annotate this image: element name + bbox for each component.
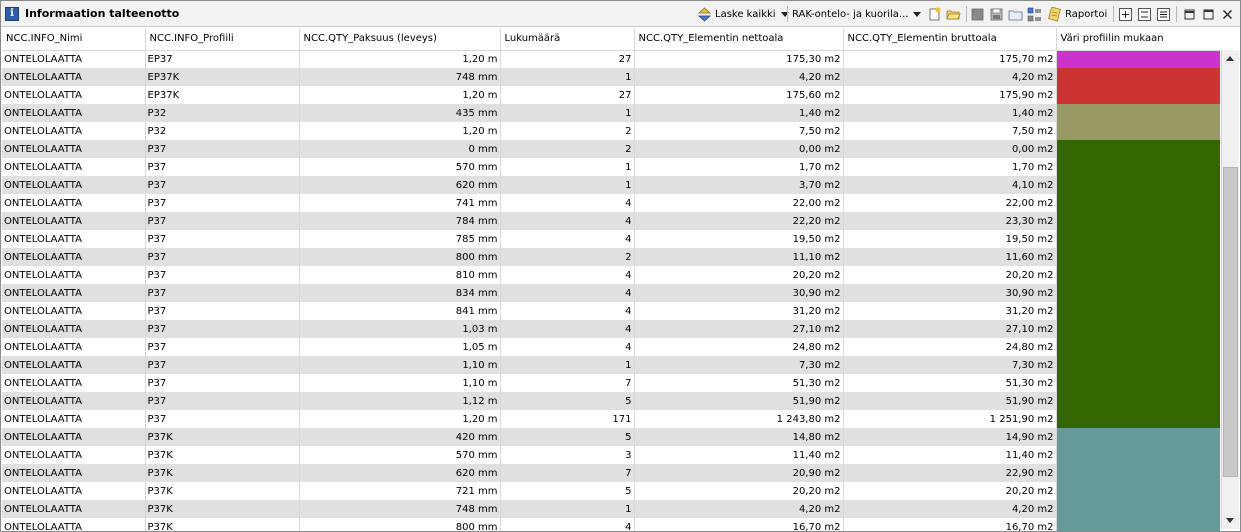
cell-count: 4 [500,338,634,356]
results-table [2,28,1220,531]
restore-window-icon [1182,7,1197,22]
cell-profile: P37 [145,212,299,230]
cell-profile-color [1056,482,1220,500]
cell-gross-area: 14,90 m2 [843,428,1056,446]
scroll-up-button[interactable] [1222,50,1239,67]
cell-gross-area: 7,50 m2 [843,122,1056,140]
cell-count: 7 [500,374,634,392]
cell-name: ONTELOLAATTA [2,266,145,284]
cell-count: 1 [500,176,634,194]
cell-count: 5 [500,428,634,446]
cell-thickness: 748 mm [299,68,500,86]
cell-thickness: 1,03 m [299,320,500,338]
cell-net-area: 27,10 m2 [634,320,843,338]
cell-name: ONTELOLAATTA [2,248,145,266]
cell-name: ONTELOLAATTA [2,374,145,392]
cell-thickness: 810 mm [299,266,500,284]
table-row[interactable] [2,410,1220,428]
cell-thickness: 800 mm [299,248,500,266]
cell-name: ONTELOLAATTA [2,302,145,320]
cell-thickness: 834 mm [299,284,500,302]
close-button[interactable] [1220,5,1235,23]
cell-count: 4 [500,284,634,302]
cell-name: ONTELOLAATTA [2,50,145,68]
cell-name: ONTELOLAATTA [2,212,145,230]
cell-count: 4 [500,194,634,212]
cell-profile-color [1056,446,1220,464]
cell-name: ONTELOLAATTA [2,338,145,356]
cell-thickness: 800 mm [299,518,500,531]
cell-profile: EP37K [145,86,299,104]
cell-count: 171 [500,410,634,428]
cell-profile-color [1056,428,1220,446]
save-icon [989,7,1004,22]
cell-count: 5 [500,482,634,500]
cell-profile-color [1056,320,1220,338]
cell-net-area: 20,20 m2 [634,266,843,284]
table-body [2,50,1220,531]
table-row[interactable] [2,518,1220,531]
cell-net-area: 7,30 m2 [634,356,843,374]
cell-gross-area: 4,20 m2 [843,500,1056,518]
cell-count: 4 [500,266,634,284]
cell-thickness: 741 mm [299,194,500,212]
cell-count: 1 [500,68,634,86]
report-icon [1047,7,1062,22]
cell-net-area: 22,20 m2 [634,212,843,230]
cell-net-area: 4,20 m2 [634,68,843,86]
template-select-value: RAK-ontelo- ja kuorila... [792,8,909,20]
cell-thickness: 1,20 m [299,122,500,140]
cell-net-area: 3,70 m2 [634,176,843,194]
window-title: Informaation talteenotto [25,7,180,20]
cell-profile-color [1056,500,1220,518]
cell-thickness: 1,12 m [299,392,500,410]
cell-name: ONTELOLAATTA [2,500,145,518]
cell-count: 1 [500,356,634,374]
column-header-net-area[interactable]: NCC.QTY_Elementin nettoala [634,28,843,50]
columns-button[interactable] [1156,5,1171,23]
scroll-down-button[interactable] [1222,512,1239,529]
cell-gross-area: 30,90 m2 [843,284,1056,302]
cell-name: ONTELOLAATTA [2,410,145,428]
cell-net-area: 51,90 m2 [634,392,843,410]
cell-count: 2 [500,122,634,140]
cell-count: 4 [500,320,634,338]
cell-thickness: 570 mm [299,446,500,464]
cell-name: ONTELOLAATTA [2,230,145,248]
cell-thickness: 1,20 m [299,50,500,68]
cell-net-area: 19,50 m2 [634,230,843,248]
cell-gross-area: 51,90 m2 [843,392,1056,410]
cell-gross-area: 4,10 m2 [843,176,1056,194]
cell-name: ONTELOLAATTA [2,86,145,104]
cell-profile-color [1056,356,1220,374]
cell-net-area: 175,30 m2 [634,50,843,68]
cell-profile-color [1056,86,1220,104]
cell-profile: P37 [145,392,299,410]
gray-square-icon [970,7,985,22]
vertical-scrollbar[interactable] [1221,50,1239,529]
cell-count: 4 [500,230,634,248]
cell-profile-color [1056,518,1220,531]
cell-profile: P37 [145,302,299,320]
cell-profile-color [1056,374,1220,392]
table-row[interactable] [2,428,1220,446]
cell-gross-area: 0,00 m2 [843,140,1056,158]
cell-gross-area: 22,90 m2 [843,464,1056,482]
save-button[interactable] [989,5,1004,23]
cell-thickness: 570 mm [299,158,500,176]
column-header-name[interactable]: NCC.INFO_Nimi [2,28,145,50]
cell-profile: P37 [145,158,299,176]
open-template-button[interactable] [946,5,961,23]
cell-profile: P37 [145,410,299,428]
cell-gross-area: 175,70 m2 [843,50,1056,68]
table-row[interactable] [2,212,1220,230]
arrow-down-icon [1226,518,1234,523]
new-file-icon [927,7,942,22]
table-row[interactable] [2,266,1220,284]
cell-thickness: 0 mm [299,140,500,158]
cell-profile: P37 [145,320,299,338]
cell-net-area: 7,50 m2 [634,122,843,140]
cell-profile: P37 [145,176,299,194]
scrollbar-thumb[interactable] [1223,167,1238,477]
cell-net-area: 1 243,80 m2 [634,410,843,428]
restore-button[interactable] [1182,5,1197,23]
cell-gross-area: 23,30 m2 [843,212,1056,230]
cell-profile: P37 [145,356,299,374]
cell-gross-area: 27,10 m2 [843,320,1056,338]
cell-profile: P32 [145,122,299,140]
table-row[interactable] [2,446,1220,464]
cell-count: 27 [500,50,634,68]
data-grid[interactable] [2,28,1220,531]
cell-profile-color [1056,176,1220,194]
cell-net-area: 20,90 m2 [634,464,843,482]
table-row[interactable] [2,248,1220,266]
cell-profile-color [1056,68,1220,86]
table-header-row [2,28,1220,50]
cell-gross-area: 11,60 m2 [843,248,1056,266]
cell-net-area: 1,70 m2 [634,158,843,176]
cell-name: ONTELOLAATTA [2,464,145,482]
cell-profile: P37 [145,284,299,302]
cell-profile: P37K [145,518,299,531]
cell-profile: P37 [145,266,299,284]
cell-thickness: 620 mm [299,464,500,482]
cell-thickness: 1,05 m [299,338,500,356]
table-row[interactable] [2,50,1220,68]
cell-gross-area: 1,70 m2 [843,158,1056,176]
cell-net-area: 31,20 m2 [634,302,843,320]
columns-icon [1156,7,1171,22]
cell-thickness: 784 mm [299,212,500,230]
arrow-up-icon [1226,56,1234,61]
cell-name: ONTELOLAATTA [2,122,145,140]
stop-button[interactable] [970,5,985,23]
cell-profile-color [1056,212,1220,230]
cell-net-area: 30,90 m2 [634,284,843,302]
cell-profile-color [1056,248,1220,266]
table-row[interactable] [2,500,1220,518]
expand-icon [1118,7,1133,22]
cell-name: ONTELOLAATTA [2,194,145,212]
cell-count: 4 [500,212,634,230]
cell-name: ONTELOLAATTA [2,158,145,176]
cell-net-area: 4,20 m2 [634,500,843,518]
calc-all-label: Laske kaikki [715,8,776,20]
cell-profile: P37K [145,500,299,518]
cell-profile: EP37K [145,68,299,86]
cell-net-area: 11,10 m2 [634,248,843,266]
table-row[interactable] [2,104,1220,122]
table-row[interactable] [2,302,1220,320]
cell-count: 1 [500,158,634,176]
cell-net-area: 20,20 m2 [634,482,843,500]
cell-count: 4 [500,518,634,531]
cell-gross-area: 175,90 m2 [843,86,1056,104]
cell-profile-color [1056,284,1220,302]
cell-net-area: 51,30 m2 [634,374,843,392]
cell-profile-color [1056,104,1220,122]
column-header-thickness[interactable]: NCC.QTY_Paksuus (leveys) [299,28,500,50]
cell-count: 2 [500,140,634,158]
collapse-all-button[interactable] [1137,5,1152,23]
cell-gross-area: 11,40 m2 [843,446,1056,464]
cell-thickness: 620 mm [299,176,500,194]
cell-thickness: 721 mm [299,482,500,500]
cell-name: ONTELOLAATTA [2,140,145,158]
table-row[interactable] [2,374,1220,392]
open-folder-icon [946,7,961,22]
cell-thickness: 435 mm [299,104,500,122]
cell-net-area: 11,40 m2 [634,446,843,464]
cell-profile-color [1056,266,1220,284]
cell-net-area: 22,00 m2 [634,194,843,212]
close-icon [1220,7,1235,22]
maximize-button[interactable] [1201,5,1216,23]
cell-profile: P37 [145,374,299,392]
cell-profile-color [1056,410,1220,428]
cell-profile: P37 [145,230,299,248]
table-row[interactable] [2,356,1220,374]
settings-list-button[interactable] [1027,5,1042,23]
table-row[interactable] [2,176,1220,194]
template-select[interactable] [792,5,921,23]
column-header-profile-color[interactable]: Väri profiilin mukaan [1056,28,1220,50]
folder-icon [1008,7,1023,22]
table-row[interactable] [2,194,1220,212]
cell-profile-color [1056,140,1220,158]
cell-count: 7 [500,464,634,482]
table-row[interactable] [2,86,1220,104]
cell-profile: EP37 [145,50,299,68]
cell-gross-area: 19,50 m2 [843,230,1056,248]
cell-profile-color [1056,464,1220,482]
cell-profile: P37 [145,194,299,212]
cell-name: ONTELOLAATTA [2,68,145,86]
cell-count: 27 [500,86,634,104]
cell-name: ONTELOLAATTA [2,518,145,531]
cell-net-area: 24,80 m2 [634,338,843,356]
cell-gross-area: 1,40 m2 [843,104,1056,122]
cell-name: ONTELOLAATTA [2,284,145,302]
cell-profile-color [1056,194,1220,212]
cell-name: ONTELOLAATTA [2,482,145,500]
cell-name: ONTELOLAATTA [2,176,145,194]
cell-profile: P37 [145,338,299,356]
column-header-profile[interactable]: NCC.INFO_Profiili [145,28,299,50]
table-row[interactable] [2,482,1220,500]
table-row[interactable] [2,320,1220,338]
cell-profile-color [1056,392,1220,410]
cell-gross-area: 51,30 m2 [843,374,1056,392]
cell-profile-color [1056,158,1220,176]
cell-thickness: 1,20 m [299,86,500,104]
table-row[interactable] [2,464,1220,482]
cell-count: 1 [500,104,634,122]
table-row[interactable] [2,158,1220,176]
cell-thickness: 785 mm [299,230,500,248]
table-row[interactable] [2,68,1220,86]
cell-profile: P37K [145,446,299,464]
info-icon: i [5,7,19,21]
maximize-icon [1201,7,1216,22]
cell-profile: P32 [145,104,299,122]
table-row[interactable] [2,338,1220,356]
table-row[interactable] [2,230,1220,248]
cell-profile-color [1056,302,1220,320]
chevron-down-icon [913,12,921,17]
folder-button[interactable] [1008,5,1023,23]
cell-gross-area: 16,70 m2 [843,518,1056,531]
cell-name: ONTELOLAATTA [2,320,145,338]
cell-count: 2 [500,248,634,266]
cell-thickness: 748 mm [299,500,500,518]
cell-profile: P37K [145,464,299,482]
calc-all-button[interactable] [697,5,789,23]
cell-gross-area: 7,30 m2 [843,356,1056,374]
cell-profile-color [1056,230,1220,248]
cell-name: ONTELOLAATTA [2,428,145,446]
cell-gross-area: 4,20 m2 [843,68,1056,86]
title-bar [1,1,1240,27]
expand-all-button[interactable] [1118,5,1133,23]
cell-profile: P37 [145,248,299,266]
calculate-icon [697,7,712,22]
cell-profile-color [1056,338,1220,356]
table-row[interactable] [2,140,1220,158]
cell-name: ONTELOLAATTA [2,392,145,410]
cell-profile-color [1056,50,1220,68]
cell-thickness: 1,10 m [299,356,500,374]
cell-gross-area: 24,80 m2 [843,338,1056,356]
report-button[interactable] [1047,5,1107,23]
cell-net-area: 0,00 m2 [634,140,843,158]
cell-name: ONTELOLAATTA [2,446,145,464]
cell-profile: P37K [145,428,299,446]
cell-name: ONTELOLAATTA [2,104,145,122]
cell-gross-area: 22,00 m2 [843,194,1056,212]
cell-thickness: 841 mm [299,302,500,320]
cell-thickness: 1,10 m [299,374,500,392]
cell-gross-area: 20,20 m2 [843,266,1056,284]
column-header-count[interactable]: Lukumäärä [500,28,634,50]
cell-gross-area: 20,20 m2 [843,482,1056,500]
cell-name: ONTELOLAATTA [2,356,145,374]
collapse-icon [1137,7,1152,22]
cell-net-area: 16,70 m2 [634,518,843,531]
cell-count: 4 [500,302,634,320]
cell-count: 3 [500,446,634,464]
cell-gross-area: 31,20 m2 [843,302,1056,320]
cell-profile: P37 [145,140,299,158]
cell-thickness: 1,20 m [299,410,500,428]
cell-count: 1 [500,500,634,518]
cell-profile: P37K [145,482,299,500]
cell-net-area: 175,60 m2 [634,86,843,104]
column-header-gross-area[interactable]: NCC.QTY_Elementin bruttoala [843,28,1056,50]
table-row[interactable] [2,392,1220,410]
report-label: Raportoi [1065,8,1108,20]
list-settings-icon [1027,7,1042,22]
cell-net-area: 14,80 m2 [634,428,843,446]
new-template-button[interactable] [927,5,942,23]
cell-gross-area: 1 251,90 m2 [843,410,1056,428]
table-row[interactable] [2,284,1220,302]
cell-net-area: 1,40 m2 [634,104,843,122]
cell-profile-color [1056,122,1220,140]
cell-thickness: 420 mm [299,428,500,446]
table-row[interactable] [2,122,1220,140]
cell-count: 5 [500,392,634,410]
